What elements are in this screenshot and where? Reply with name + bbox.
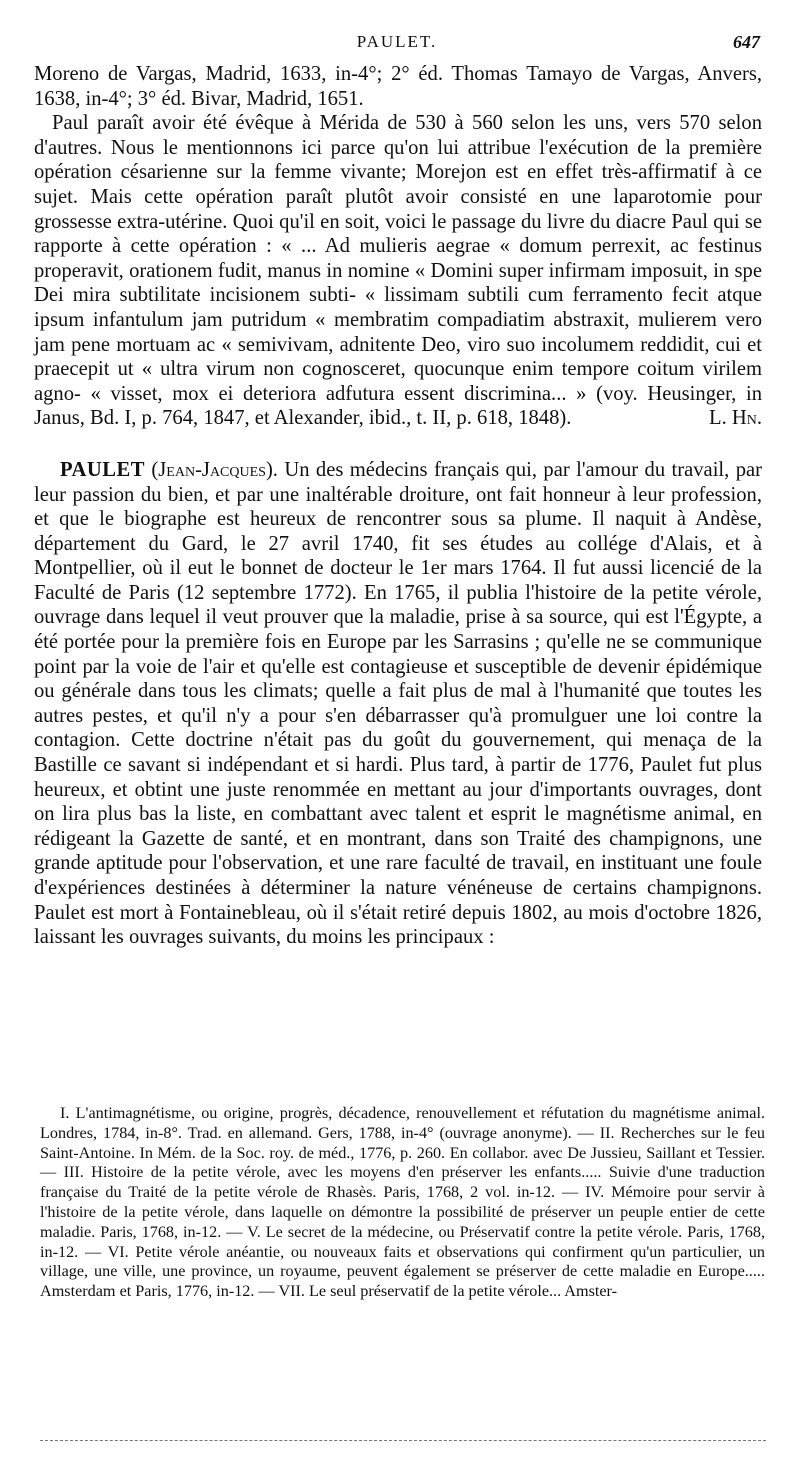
bibliography: I. L'antimagnétisme, ou origine, progrès, décadence, renouvellement et réfutation du magnétisme animal. Londres, 1784, in-8°. Trad. en allemand. Gers, 1788, in-4° (ouvrage anonyme). — II. Recherches sur le feu Saint-Antoine. In Mém. de la Soc. roy. de méd., 1776, p. 260. En collabor. avec De Jussieu, Saillant et Tessier. — III. Histoire de la petite vérole, avec les moyens d'en préserver les enfants..... Suivie d'une traduction française du Traité de la petite vérole de Rhasès. Paris, 1768, 2 vol. in-12. — IV. Mémoire pour servir à l'histoire de la petite vérole, dans laquelle on démontre la possibilité de préserver un peuple entier de cette maladie. Paris, 1768, in-12. — V. Le secret de la médecine, ou Préservatif contre la petite vérole. Paris, 1768, in-12. — VI. Petite vérole anéantie, ou nouveaux faits et observations qui confirment qu'un particulier, un village, une ville, une province, un royaume, peuvent également se préserver de cette maladie en Europe..... Amsterdam et Paris, 1776, in-12. — VII. Le seul préservatif de la petite vérole... Amster-	[40, 1104, 765, 1301]
paragraph-continuation: Moreno de Vargas, Madrid, 1633, in-4°; 2° éd. Thomas Tamayo de Vargas, Anvers, 1638, in-4°; 3° éd. Bivar, Madrid, 1651.	[34, 63, 762, 110]
main-text	[34, 62, 762, 950]
entry-paulet	[34, 458, 762, 950]
footer-rule	[40, 1440, 766, 1441]
page-header	[34, 32, 760, 56]
entry-text: Un des médecins français qui, par l'amour du travail, par leur passion du bien, et par une inaltérable droiture, ont fait honneur à leur profession, et que le biographe est heureux de rencontrer sous sa plume. Il naquit à Andèse, département du Gard, le 27 avril 1740, fit ses études au collége d'Alais, et à Montpellier, où il eut le bonnet de docteur le 1er mars 1764. Il fut aussi licencié de la Faculté de Paris (12 septembre 1772). En 1765, il publia l'histoire de la petite vérole, ouvrage dans lequel il veut prouver que la maladie, prise à sa source, qui est l'Égypte, a été portée pour la première fois en Europe par les Sarrasins ; qu'elle ne se communique point par la voie de l'air et qu'elle est contagieuse et susceptible de devenir épidémique ou générale dans tous les climats; quelle a fait plus de mal à l'humanité que toutes les autres pestes, et qu'il n'y a pour s'en débarrasser qu'à promulguer une loi contre la contagion. Cette doctrine n'était pas du goût du gouvernement, qui menaça de la Bastille ce savant si indépendant et si hardi. Plus tard, à partir de 1776, Paulet fut plus heureux, et obtint une juste renommée en mettant au jour d'importants ouvrages, dont on lira plus bas la liste, en combattant avec talent et esprit le magnétisme animal, en rédigeant la Gazette de santé, et en montrant, dans son Traité des champignons, une grande aptitude pour l'observation, et une rare faculté de travail, en instituant une foule d'expériences destinées à déterminer la nature vénéneuse de certains champignons. Paulet est mort à Fontainebleau, où il s'était retiré depuis 1802, au mois d'octobre 1826, laissant les ouvrages suivants, du moins les principaux :	[34, 458, 762, 949]
page-number: 647	[733, 32, 760, 52]
author-signature: L. Hn.	[708, 407, 762, 430]
running-head: PAULET.	[356, 32, 438, 51]
paragraph-paul-text: Paul paraît avoir été évêque à Mérida de 530 à 560 selon les uns, vers 570 selon d'autres. Nous le mentionnons ici parce qu'on lui attribue l'exécution de la première opération césarienne sur la femme vivante; Morejon est en effet très-affirmatif à ce sujet. Mais cette opération paraît plutôt avoir consisté en une laparotomie pour grossesse extra-utérine. Quoi qu'il en soit, voici le passage du livre du diacre Paul qui se rapporte à cette opération : « ... Ad mulieris aegrae « domum perrexit, ac festinus properavit, orationem fudit, manus in nomine « Domini super infirmam imposuit, in spe Dei mira subtilitate incisionem subti- « lissimam subtili cum ferramento fecit atque ipsum infantulum jam putridum « membratim compadiatim abstraxit, mulierem vero jam pene mortuam ac « semivivam, adnitente Deo, viro suo incolumem reddidit, cui et praecepit ut « ultra virum non cognosceret, quocunque enim tempore coitum virilem agno- « visset, mox ei deteriora adfutura essent discrimina... » (voy. Heusinger, in Janus, Bd. I, p. 764, 1847, et Alexander, ibid., t. II, p. 618, 1848).	[34, 112, 762, 430]
entry-forenames: (Jean-Jacques).	[151, 458, 278, 481]
entry-headword: PAULET	[60, 458, 146, 481]
paragraph-paul	[34, 111, 762, 431]
